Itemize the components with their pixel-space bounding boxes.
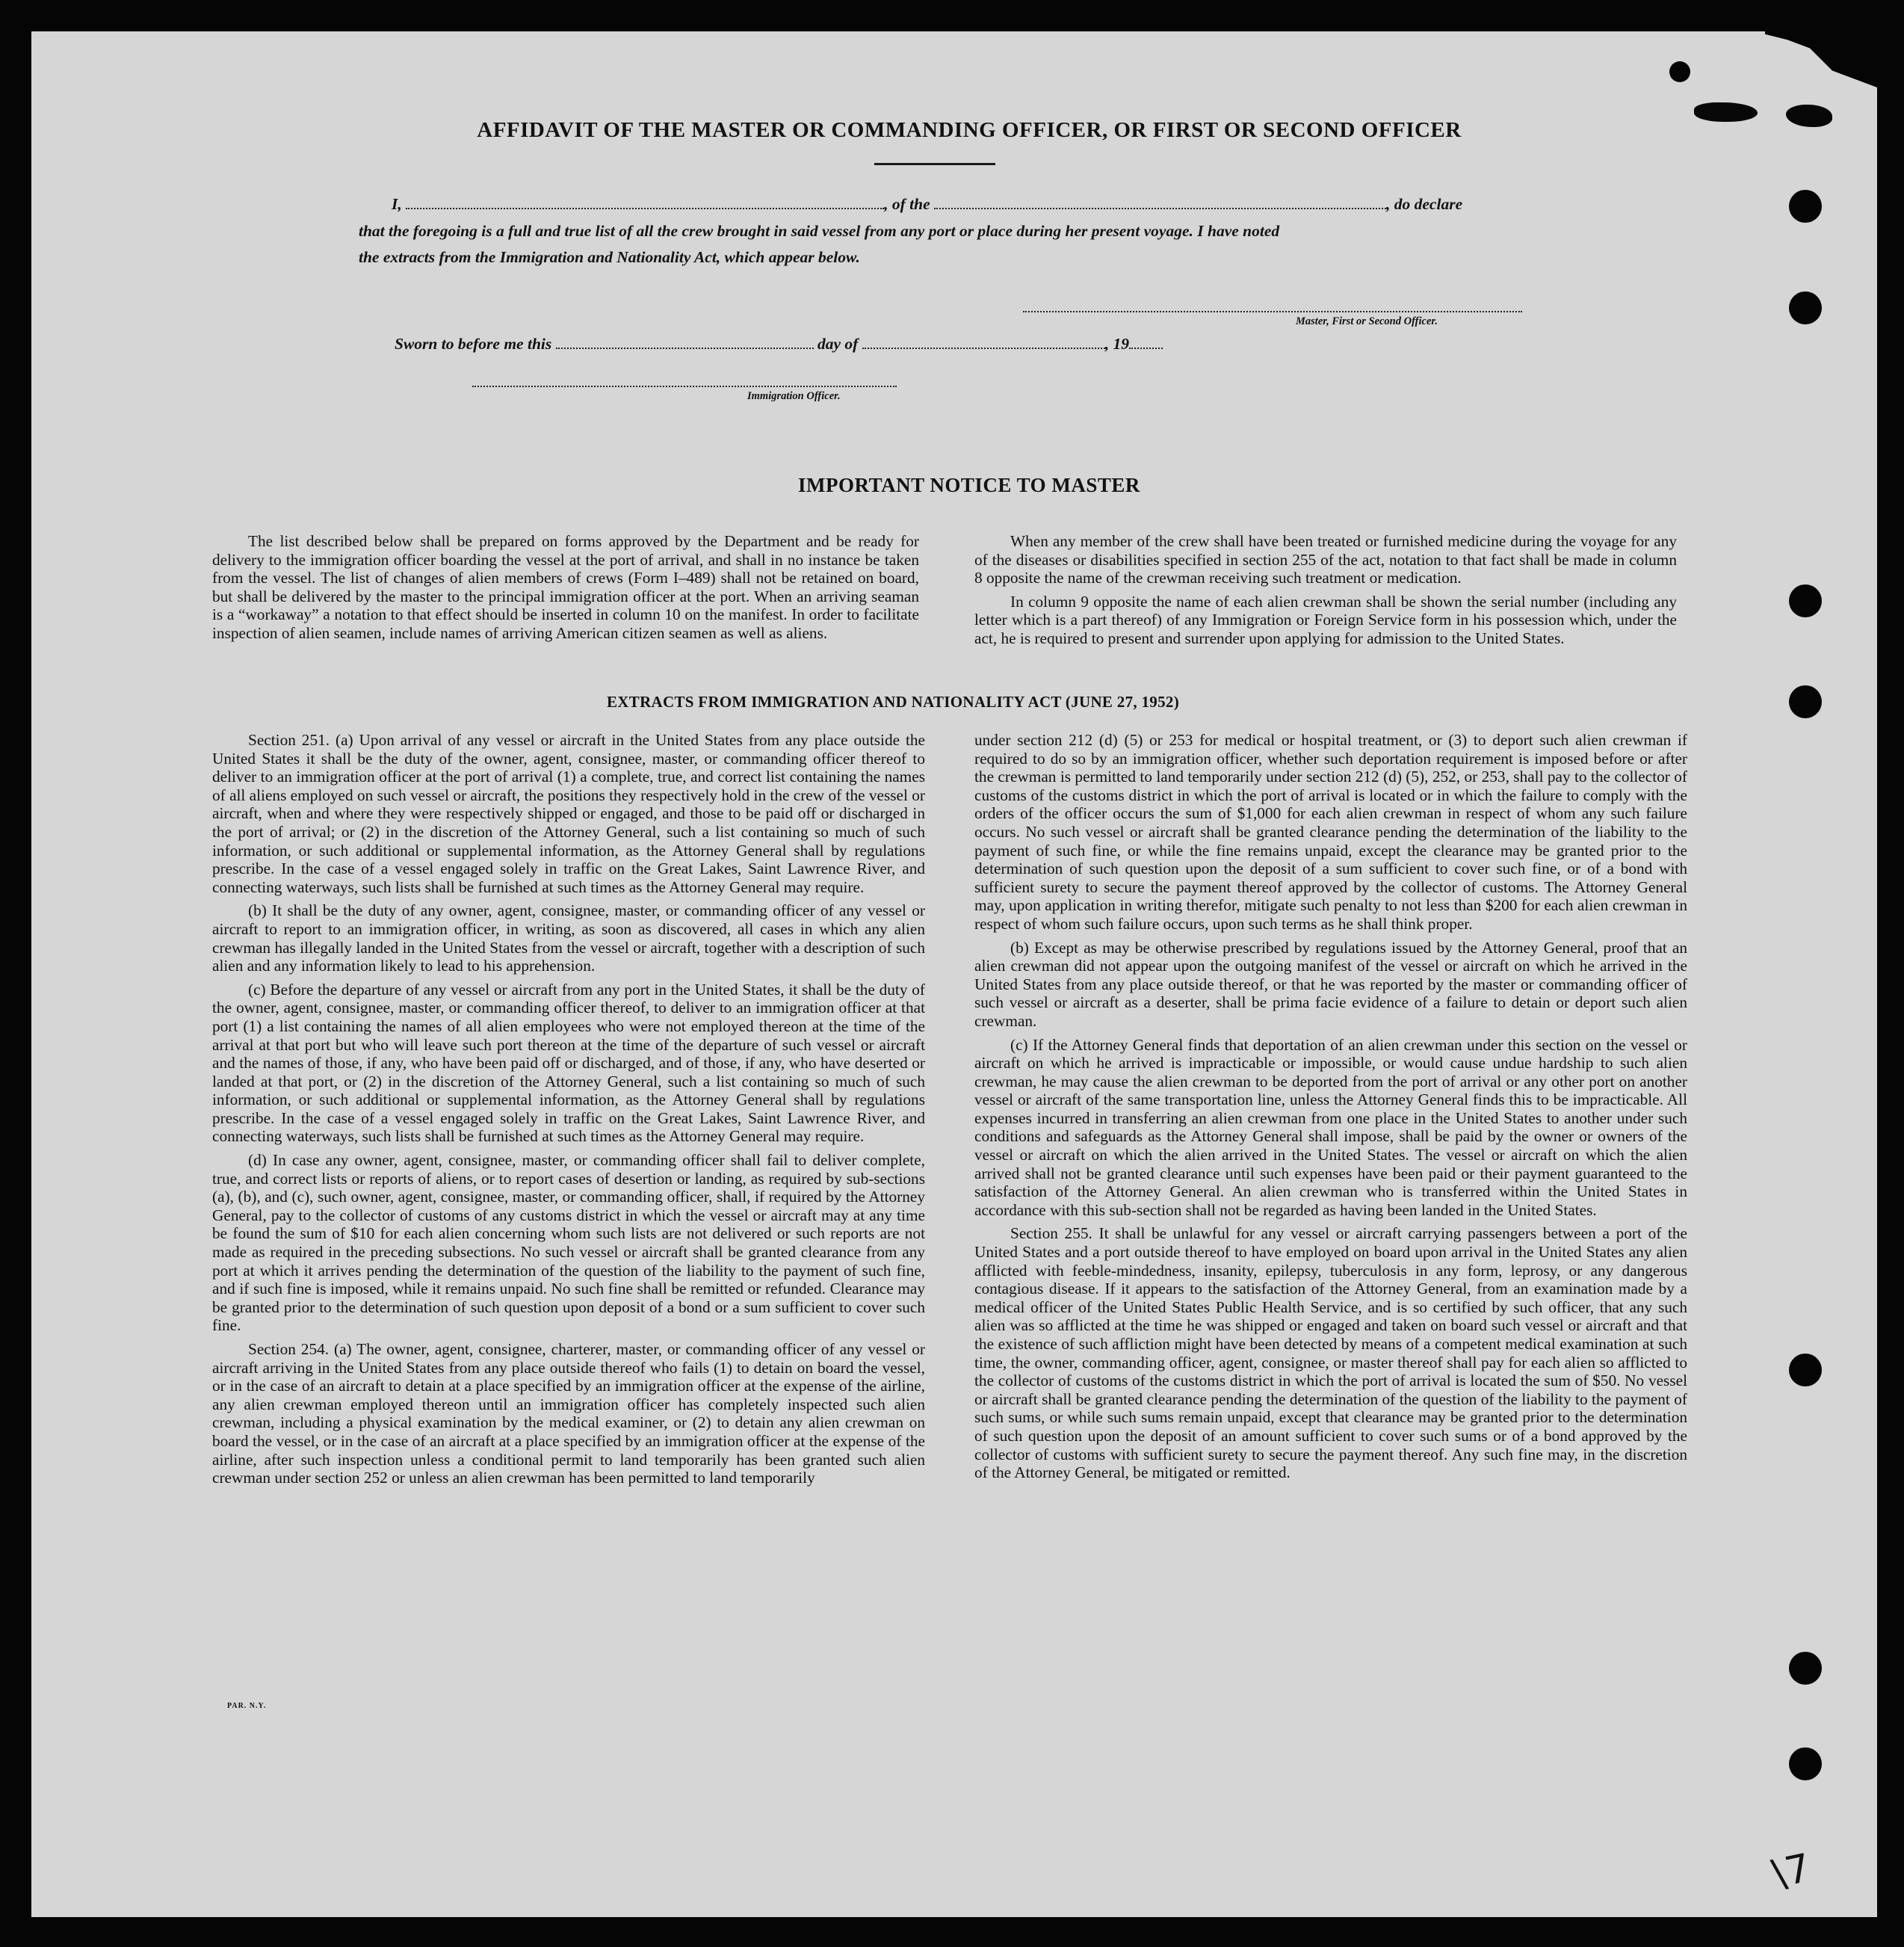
extract-paragraph: under section 212 (d) (5) or 253 for medical or hospital treatment, or (3) to deport such alien crewman if required to do so by an immigration officer, whether such deportation requirement is imposed before or after the crewman is permitted to land temporarily under section 212 (d) (5), 252, or 253, shall pay to the collector of customs of the customs district in which the port of arrival is located or in which the failure to comply with the orders of the officer occurs the sum of $1,000 for each alien crewman in respect of whom any such failure occurs. No such vessel or aircraft shall be granted clearance pending the determination of the liability to the payment of such fine, or while the fine remains unpaid, except the clearance may be granted prior to the determination of such question upon the deposit of a sum sufficient to cover such fine, or of a bond with sufficient surety to secure the payment thereof approved by the collector of customs. The Attorney General may, upon application in writing therefor, mitigate such penalty to not less than $200 for each alien crewman in respect of whom such failure occurs, upon such terms as he shall think proper.: [974, 731, 1687, 933]
day-blank: [556, 335, 814, 349]
extracts-title: EXTRACTS FROM IMMIGRATION AND NATIONALITY ACT (JUNE 27, 1952): [607, 693, 1179, 711]
affidavit-title: AFFIDAVIT OF THE MASTER OR COMMANDING OFFICER, OR FIRST OR SECOND OFFICER: [477, 118, 1462, 142]
binder-hole: [1789, 1747, 1822, 1780]
year-blank: [1129, 335, 1163, 349]
binder-hole: [1789, 685, 1822, 718]
affidavit-i: I,: [392, 195, 402, 214]
sworn-prefix: Sworn to before me this: [395, 335, 552, 354]
binder-hole: [1789, 291, 1822, 324]
officer-signature-label: Immigration Officer.: [747, 390, 841, 402]
notice-right-column: [974, 532, 1677, 648]
punch-mark: [1669, 61, 1690, 82]
document-page: [31, 31, 1877, 1917]
extracts-left-column: [212, 731, 925, 1487]
binder-hole: [1789, 584, 1822, 617]
month-blank: [862, 335, 1105, 349]
printer-mark: PAR. N.Y.: [227, 1702, 267, 1710]
affidavit-line-3: the extracts from the Immigration and Nationality Act, which appear below.: [359, 248, 860, 266]
binder-hole: [1789, 1354, 1822, 1386]
name-blank: [406, 195, 884, 209]
sworn-year: , 19: [1104, 335, 1129, 354]
handwritten-mark: \7: [1768, 1845, 1815, 1898]
sworn-line: [395, 335, 1163, 354]
master-signature-line: [1023, 311, 1522, 312]
vessel-blank: [934, 195, 1386, 209]
officer-signature-line: [472, 386, 897, 387]
notice-paragraph: In column 9 opposite the name of each alien crewman shall be shown the serial number (including any letter which is a part thereof) of any Immigration or Foreign Service form in his possession which, under the act, he is required to present and surrender upon applying for admission to the United States.: [974, 592, 1677, 647]
affidavit-declare: , do declare: [1386, 195, 1463, 214]
sworn-day-of: day of: [817, 335, 859, 354]
extract-paragraph: Section 254. (a) The owner, agent, consignee, charterer, master, or commanding officer of any vessel or aircraft arriving in the United States from any place outside thereof who fails (1) to detain on board the vessel, or in the case of an aircraft to detain at a place specified by an immigration officer at the expense of the airline, any alien crewman employed thereon until an immigration officer has completely inspected such alien crewman, including a physical examination by the medical examiner, or (2) to detain any alien crewman on board the vessel, or in the case of an aircraft at a place specified by an immigration officer at the expense of the airline, after such inspection unless a conditional permit to land temporarily has been granted such alien crewman under section 252 or unless an alien crewman has been permitted to land temporarily: [212, 1340, 925, 1487]
affidavit-of-the: , of the: [884, 195, 930, 214]
torn-corner: [1765, 31, 1877, 87]
affidavit-line-2: that the foregoing is a full and true list of all the crew brought in said vessel from any port or place during her present voyage. I have noted: [359, 222, 1280, 240]
notice-paragraph: When any member of the crew shall have been treated or furnished medicine during the voyage for any of the diseases or disabilities specified in section 255 of the act, notation to that fact shall be made in column 8 opposite the name of the crewman receiving such treatment or medication.: [974, 532, 1677, 587]
extract-paragraph: (d) In case any owner, agent, consignee, master, or commanding officer shall fail to deliver complete, true, and correct lists or reports of aliens, or to report cases of desertion or landing, as required by sub-sections (a), (b), and (c), such owner, agent, consignee, master, or commanding officer, shall, if required by the Attorney General, pay to the collector of customs of any customs district in which the vessel or aircraft may at any time be found the sum of $10 for each alien concerning whom such lists are not delivered or such reports are not made as required in the preceding subsections. No such vessel or aircraft shall be granted clearance from any port at which it arrives pending the determination of the question of the liability to the payment of such fine, and if such fine is imposed, while it remains unpaid. No such fine shall be remitted or refunded. Clearance may be granted prior to the determination of such question upon deposit of a bond or a sum sufficient to cover such fine.: [212, 1151, 925, 1335]
affidavit-line-1: [392, 195, 1462, 214]
binder-hole: [1789, 1652, 1822, 1685]
master-signature-label: Master, First or Second Officer.: [1296, 315, 1438, 327]
extract-paragraph: Section 251. (a) Upon arrival of any vessel or aircraft in the United States from any place outside the United States it shall be the duty of the owner, agent, consignee, master, or commanding officer thereof to deliver to an immigration officer at the port of arrival (1) a complete, true, and correct list containing the names of all aliens employed on such vessel or aircraft, the positions they respectively hold in the crew of the vessel or aircraft, when and where they were respectively shipped or engaged, and those to be paid off or discharged in the port of arrival; or (2) in the discretion of the Attorney General, such a list containing so much of such information, or such additional or supplemental information, as the Attorney General shall by regulations prescribe. In the case of a vessel engaged solely in traffic on the Great Lakes, Saint Lawrence River, and connecting waterways, such lists shall be furnished at such times as the Attorney General may require.: [212, 731, 925, 896]
notice-left-column: [212, 532, 919, 643]
extract-paragraph: (c) If the Attorney General finds that deportation of an alien crewman under this section on the vessel or aircraft on which he arrived is impracticable or impossible, or would cause undue hardship to such alien crewman, he may cause the alien crewman to be deported from the port of arrival or any other port on another vessel or aircraft of the same transportation line, unless the Attorney General finds this to be impracticable. All expenses incurred in transferring an alien crewman from one place in the United States to another under such conditions and safeguards as the Attorney General shall impose, shall be paid by the owner or owners of the vessel or aircraft on which the alien arrived in the United States. The vessel or aircraft on which the alien arrived shall not be granted clearance until such expenses have been paid or their payment guaranteed to the satisfaction of the Attorney General. An alien crewman who is transferred within the United States in accordance with this sub-section shall not be regarded as having been landed in the United States.: [974, 1035, 1687, 1219]
extract-paragraph: (c) Before the departure of any vessel or aircraft from any port in the United States, it shall be the duty of the owner, agent, consignee, master, or commanding officer thereof, to deliver to an immigration officer at that port (1) a list containing the names of all alien employees who were not employed thereon at the time of the arrival at that port but who will leave such port thereon at the time of the departure of such vessel or aircraft and the names of those, if any, who have been paid off or discharged, and of those, if any, who have deserted or landed at that port, or (2) in the discretion of the Attorney General, such a list containing so much of such information, or such additional or supplemental information, as the Attorney General shall by regulations prescribe. In the case of a vessel engaged solely in traffic on the Great Lakes, Saint Lawrence River, and connecting waterways, such lists shall be furnished at such times as the Attorney General may require.: [212, 980, 925, 1146]
extracts-right-column: [974, 731, 1687, 1482]
extract-paragraph: (b) It shall be the duty of any owner, agent, consignee, master, or commanding officer of any vessel or aircraft to report to an immigration officer, in writing, as soon as discovered, all cases in which any alien crewman has illegally landed in the United States from the vessel or aircraft, together with a description of such alien and any information likely to lead to his apprehension.: [212, 901, 925, 975]
title-rule: [874, 163, 995, 165]
extract-paragraph: (b) Except as may be otherwise prescribed by regulations issued by the Attorney General, proof that an alien crewman did not appear upon the outgoing manifest of the vessel or aircraft on which he arrived in the United States from any place outside thereof, or that he was reported by the master or commanding officer of such vessel or aircraft as a deserter, shall be prima facie evidence of a failure to detain or deport such alien crewman.: [974, 938, 1687, 1030]
notice-title: IMPORTANT NOTICE TO MASTER: [798, 474, 1140, 496]
binder-hole: [1789, 190, 1822, 223]
notice-paragraph: The list described below shall be prepared on forms approved by the Department and be ready for delivery to the immigration officer boarding the vessel at the port of arrival, and shall in no instance be taken from the vessel. The list of changes of alien members of crews (Form I–489) shall not be retained on board, but shall be delivered by the master to the principal immigration officer at the port. When an arriving seaman is a “workaway” a notation to that effect should be inserted in column 10 on the manifest. In order to facilitate inspection of alien seamen, include names of arriving American citizen seamen as well as aliens.: [212, 532, 919, 642]
extract-paragraph: Section 255. It shall be unlawful for any vessel or aircraft carrying passengers between a port of the United States and a port outside thereof to have employed on board upon arrival in the United States any alien afflicted with feeble-mindedness, insanity, epilepsy, tuberculosis in any form, leprosy, or any dangerous contagious disease. If it appears to the satisfaction of the Attorney General, from an examination made by a medical officer of the United States Public Health Service, and is so certified by such officer, that any such alien was so afflicted at the time he was shipped or engaged and taken on board such vessel or aircraft and that the existence of such affliction might have been detected by means of a competent medical examination at such time, the owner, commanding officer, agent, consignee, or master thereof shall pay for each alien so afflicted to the collector of customs of the customs district in which the port of arrival is located the sum of $50. No vessel or aircraft shall be granted clearance pending the determination of the question of the liability to the payment of such sums, or while such sums remain unpaid, except that clearance may be granted prior to the determination of such question upon the deposit of an amount sufficient to cover such sums or of a bond approved by the collector of customs with sufficient surety to secure the payment thereof. Any such fine may, in the discretion of the Attorney General, be mitigated or remitted.: [974, 1224, 1687, 1482]
